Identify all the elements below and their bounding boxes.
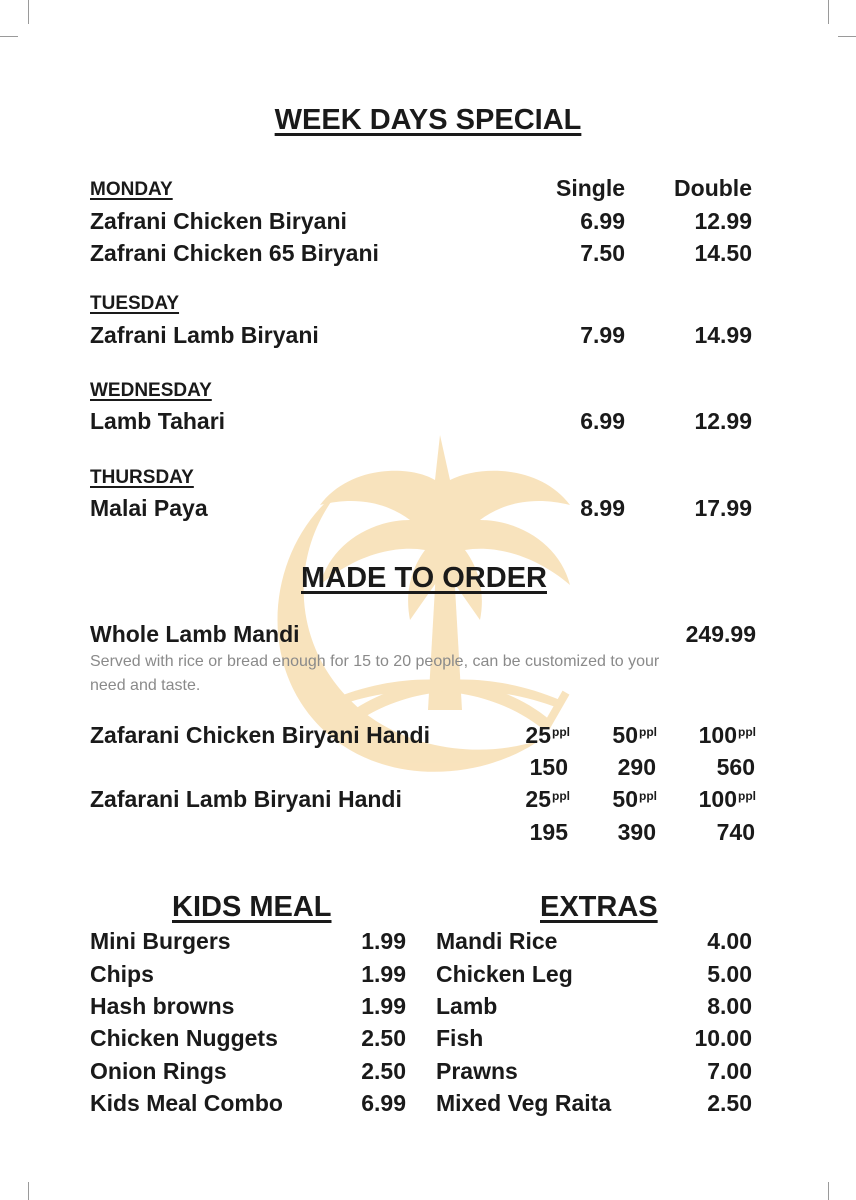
size-count: 25 — [525, 722, 551, 748]
handi-price: 390 — [617, 819, 656, 845]
size-count: 100 — [698, 722, 737, 748]
kids-meal-title: KIDS MEAL — [172, 891, 332, 923]
price-double: 14.50 — [694, 240, 752, 266]
day-label-monday: MONDAY — [90, 179, 173, 200]
extras-title: EXTRAS — [540, 891, 658, 923]
price-double: 12.99 — [694, 208, 752, 234]
list-item-price: 2.50 — [361, 1025, 406, 1051]
crop-mark — [28, 0, 29, 24]
menu-item-name: Zafrani Chicken 65 Biryani — [90, 240, 379, 266]
handi-size — [612, 786, 657, 813]
handi-size — [699, 722, 756, 749]
menu-item-name: Lamb Tahari — [90, 408, 226, 434]
mandi-price: 249.99 — [685, 621, 756, 647]
price-single: 7.99 — [580, 322, 625, 348]
crop-mark — [28, 1182, 29, 1200]
list-item-name: Mini Burgers — [90, 928, 231, 954]
list-item-name: Chips — [90, 961, 154, 987]
list-item-name: Onion Rings — [90, 1058, 227, 1084]
list-item-name: Chicken Leg — [436, 961, 573, 987]
menu-item-name: Zafrani Chicken Biryani — [90, 208, 347, 234]
list-item-price: 8.00 — [707, 993, 752, 1019]
menu-item-name: Zafrani Lamb Biryani — [90, 322, 319, 348]
menu-item-name: Zafarani Lamb Biryani Handi — [90, 786, 402, 812]
handi-price: 290 — [617, 754, 656, 780]
size-unit: ppl — [639, 789, 657, 803]
list-item-price: 2.50 — [361, 1058, 406, 1084]
handi-size — [699, 786, 756, 813]
crop-mark — [0, 36, 18, 37]
day-label-wednesday: WEDNESDAY — [90, 380, 212, 401]
list-item-name: Hash browns — [90, 993, 235, 1019]
day-label-thursday: THURSDAY — [90, 467, 194, 488]
list-item-price: 10.00 — [694, 1025, 752, 1051]
price-double: 17.99 — [694, 495, 752, 521]
size-count: 25 — [525, 786, 551, 812]
list-item-price: 6.99 — [361, 1090, 406, 1116]
list-item-name: Mixed Veg Raita — [436, 1090, 612, 1116]
list-item-name: Prawns — [436, 1058, 518, 1084]
made-to-order-title: MADE TO ORDER — [301, 562, 547, 594]
list-item-name: Fish — [436, 1025, 484, 1051]
size-unit: ppl — [738, 789, 756, 803]
day-label-tuesday: TUESDAY — [90, 293, 180, 314]
menu-item-name: Zafarani Chicken Biryani Handi — [90, 722, 430, 748]
price-single: 8.99 — [580, 495, 625, 521]
menu-item-name: Malai Paya — [90, 495, 208, 521]
size-count: 100 — [698, 786, 737, 812]
menu-item-name: Whole Lamb Mandi — [90, 621, 300, 647]
size-unit: ppl — [552, 789, 570, 803]
list-item-price: 7.00 — [707, 1058, 752, 1084]
list-item-name: Mandi Rice — [436, 928, 558, 954]
price-double: 12.99 — [694, 408, 752, 434]
price-single: 6.99 — [580, 408, 625, 434]
list-item-price: 4.00 — [707, 928, 752, 954]
handi-price: 740 — [716, 819, 755, 845]
col-single-header: Single — [555, 175, 625, 201]
handi-price: 195 — [529, 819, 568, 845]
list-item-name: Chicken Nuggets — [90, 1025, 278, 1051]
size-count: 50 — [612, 786, 638, 812]
size-unit: ppl — [738, 725, 756, 739]
list-item-price: 1.99 — [361, 993, 406, 1019]
price-single: 6.99 — [580, 208, 625, 234]
price-double: 14.99 — [694, 322, 752, 348]
price-single: 7.50 — [580, 240, 625, 266]
handi-size — [525, 786, 570, 813]
list-item-name: Lamb — [436, 993, 498, 1019]
mandi-description: Served with rice or bread enough for 15 to 20 people, can be customized to your need and taste. — [90, 653, 660, 694]
size-count: 50 — [612, 722, 638, 748]
week-special-title: WEEK DAYS SPECIAL — [274, 104, 582, 136]
handi-price: 150 — [529, 754, 568, 780]
list-item-price: 1.99 — [361, 928, 406, 954]
size-unit: ppl — [552, 725, 570, 739]
handi-price: 560 — [716, 754, 755, 780]
col-double-header: Double — [674, 175, 752, 201]
handi-size — [612, 722, 657, 749]
list-item-price: 1.99 — [361, 961, 406, 987]
list-item-price: 2.50 — [707, 1090, 752, 1116]
handi-size — [525, 722, 570, 749]
crop-mark — [828, 0, 829, 24]
list-item-name: Kids Meal Combo — [90, 1090, 283, 1116]
list-item-price: 5.00 — [707, 961, 752, 987]
crop-mark — [838, 36, 856, 37]
crop-mark — [828, 1182, 829, 1200]
size-unit: ppl — [639, 725, 657, 739]
